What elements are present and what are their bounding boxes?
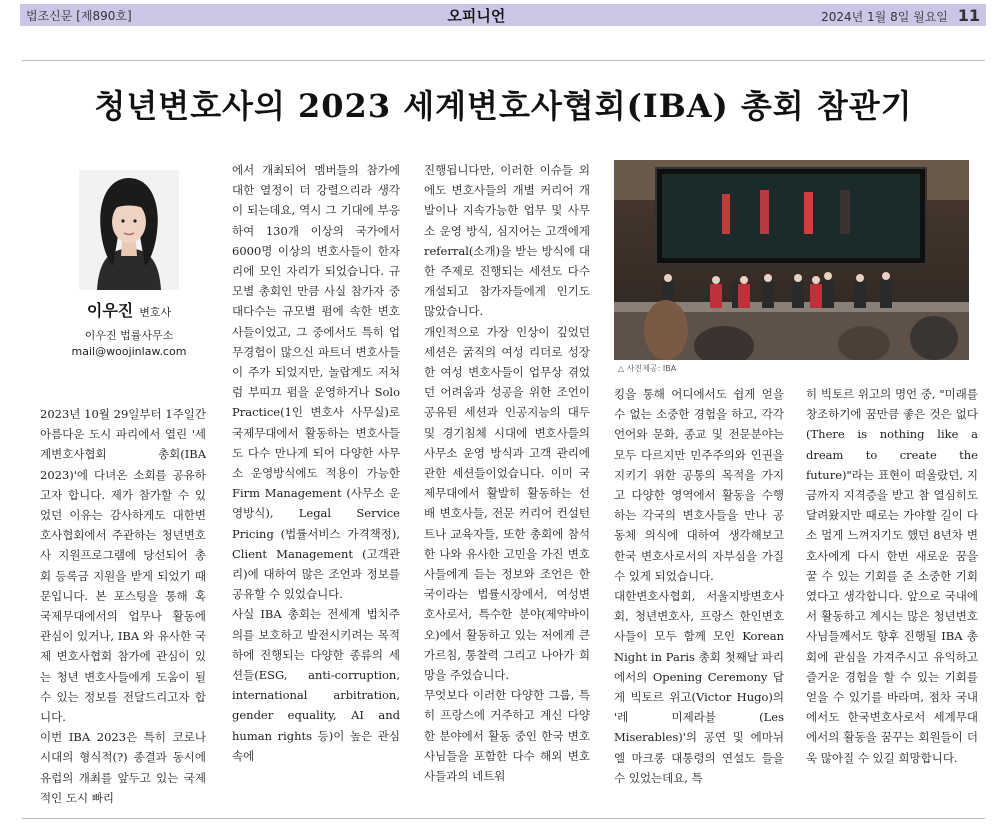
article-column-3: 진행됩니다만, 이러한 이슈들 외에도 변호사들의 개별 커리어 개발이나 지속가능한 업무 및 사무소 운영 방식, 심지어는 고객에게 referral(소개)을 받는 방식에 대한 주제로 진행되는 세션도 다수 개설되고 참가자들에게 인기도 많았습니다. 개인적으로 가장 인상이 깊었던 세션은 굵직의 여성 리더로 성장한 여성 변호사들이 업무상 겪었던 어려움과 성공을 위한 조언이 공유된 세션과 인공지능의 대두 및 경기침체 시대에 변호사들의 사무소 운영 방식과 고객 관리에 관한 세션들이었습니다. 이미 국제무대에서 활발히 활동하는 선배 변호사들, 전문 커리어 컨설턴트나 교육자들, 또한 총회에 참석한 나와 유사한 고민을 가진 변호사들에게 듣는 정보와 조언은 한국이라는 법률시장에서, 여성변호사로서, 특수한 분야(제약바이오)에서 활동하고 있는 저에게 큰 가르침, 통찰력 그리고 나아가 희망을 주었습니다. 무엇보다 이러한 다양한 그룹, 특히 프랑스에 거주하고 계신 다양한 분야에서 활동 중인 한국 변호사님들을 포함한 다수 해외 변호사들과의 네트워: [424, 163, 590, 784]
issue-date: 2024년 1월 8일 월요일: [821, 9, 948, 24]
author-byline: [34, 170, 224, 358]
author-portrait: [79, 170, 179, 290]
masthead: [20, 4, 986, 26]
page-number: 11: [957, 5, 980, 25]
author-email: mail@woojinlaw.com: [71, 345, 187, 358]
paper-issue: 법조신문 [제890호]: [26, 8, 132, 23]
article-column-5: 히 빅토르 위고의 명언 중, "미래를 창조하기에 꿈만큼 좋은 것은 없다(There is nothing like a dream to create the future)"라는 표현이 떠올랐던, 지금까지 지격증을 받고 참 열심히도 달려왔지만 때로는 가야할 길이 다소 멀게 느껴지기도 했던 8년차 변호사에게 다시 한번 새로운 꿈을 꿀 수 있는 기회를 준 소중한 기회였다고 생각합니다. 앞으로 국내에서 활동하고 계시는 많은 청년변호사님들께서도 향후 진행될 IBA 총회에 관심을 가져주시고 유익하고 즐거운 경험을 할 수 있는 기회를 얻을 수 있기를 바라며, 점차 국내에서도 한국변호사로서 세계무대에서의 활동을 꿈꾸는 회원들이 더욱 많아질 수 있길 희망합니다.: [806, 387, 978, 765]
section-title: 오피니언: [447, 6, 506, 25]
author-name-line: [34, 298, 224, 321]
author-role: 변호사: [139, 306, 172, 319]
bottom-rule: [22, 818, 985, 819]
author-firm: 이우진 법률사무소: [84, 329, 174, 342]
date-page: [821, 6, 980, 25]
article-column-1: 2023년 10월 29일부터 1주일간 아름다운 도시 파리에서 열린 '세계변호사협회 총회(IBA 2023)'에 다녀온 소회를 공유하고자 합니다. 제가 참가할 수 있었던 이유는 감사하게도 대한변호사협회에서 주관하는 청년변호사 지원프로그램에 당선되어 총회 등록금 지원을 받게 되었기 때문입니다. 본 포스팅을 통해 혹 국제무대에서의 업무나 활동에 관심이 있거나, IBA 와 유사한 국제 변호사협회 참가에 관심이 있는 청년 변호사들에게 도움이 될 수 있는 정보를 전달드리고자 합니다. 이번 IBA 2023은 특히 코로나 시대의 형식적(?) 종결과 동시에 유럽의 개최를 앞두고 있는 국제적인 도시 빠리: [40, 407, 206, 805]
article-headline: 청년변호사의 2023 세계변호사협회(IBA) 총회 참관기: [94, 87, 913, 125]
conference-photo: [614, 160, 969, 360]
article-column-2: 에서 개최되어 멤버들의 참가에 대한 열정이 더 강렬으리라 생각이 되는데요, 역시 그 기대에 부응하여 130개 이상의 국가에서 6000명 이상의 변호사들이 한자리에 모인 자리가 되었습니다. 규모별 총회인 만큼 사실 참가자 중 대다수는 규모별 펌에 속한 변호사들이었고, 그 중에서도 특히 업무경험이 많으신 파트너 변호사들이 주가 되었지만, 놀랍게도 저처럼 부띠끄 펌을 운영하거나 Solo Practice(1인 변호사 사무실)로 국제무대에서 활동하는 변호사들도 다수 만나게 되어 다양한 사무소 운영방식에도 적용이 가능한 Firm Management (사무소 운영방식), Legal Service Pricing (법률서비스 가격책정), Client Management (고객관리)에 대하여 많은 조언과 정보를 공유할 수 있었습니다. 사실 IBA 총회는 전세계 법치주의를 보호하고 발전시키려는 목적하에 진행되는 다양한 종류의 세션들(ESG, anti-corruption, international arbitration, gender equality, AI and human rights 등)이 높은 관심 속에: [232, 163, 400, 763]
article-column-4: 킹을 통해 어디에서도 쉽게 얻을 수 없는 소중한 경험을 하고, 각각 언어와 문화, 종교 및 전문분야는 모두 다르지만 민주주의와 인권을 지키기 위한 공통의 목적을 가지고 다양한 영역에서 활동을 수행하는 각국의 변호사들을 만나 공동체 의식에 대하여 생각해보고 한국 변호사로서의 자부심을 가질 수 있게 되었습니다. 대한변호사협회, 서울지방변호사회, 청년변호사, 프랑스 한인변호사들이 모두 함께 모인 Korean Night in Paris 총회 첫째날 파리에서의 Opening Ceremony 답게 빅토르 위고(Victor Hugo)의 '레 미제라블 (Les Miserables)'의 공연 및 에마뉘엘 마크롱 대통령의 연설도 들을 수 있었는데요, 특: [614, 387, 784, 785]
author-name: 이우진: [86, 301, 134, 320]
photo-caption: △ 사진제공: IBA: [618, 364, 677, 373]
